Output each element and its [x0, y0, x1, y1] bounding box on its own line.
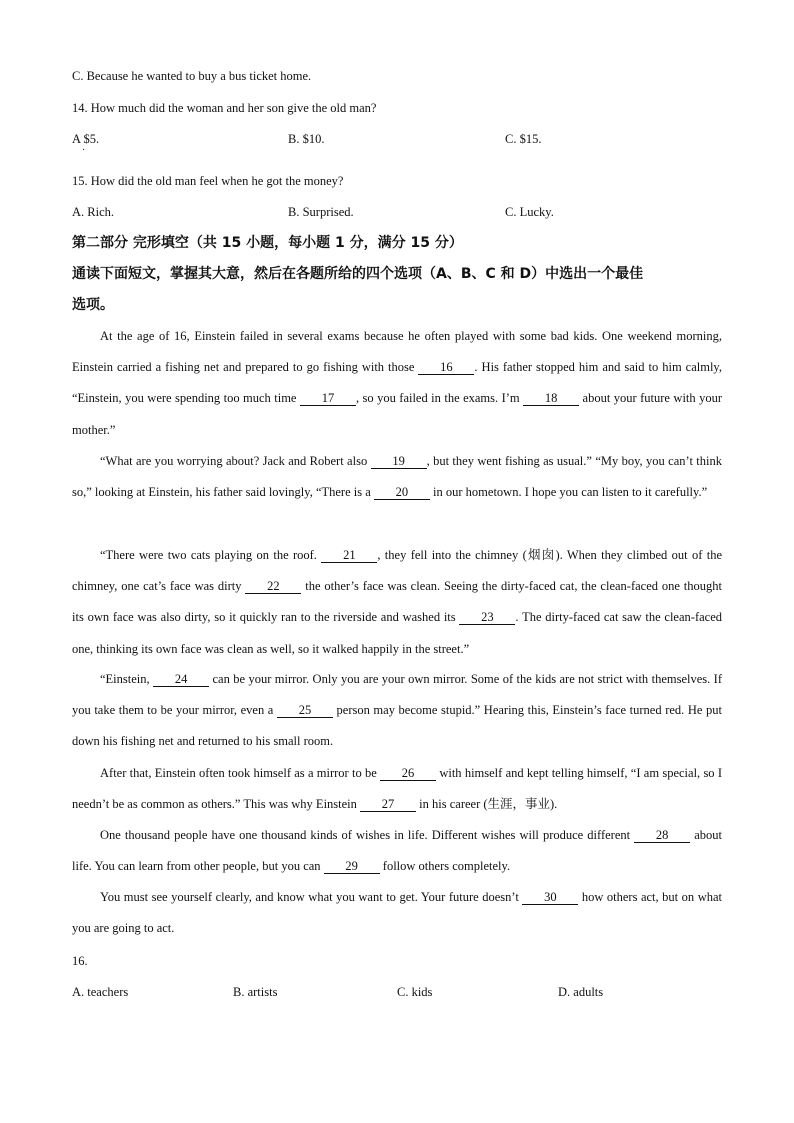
blank-23: 23	[459, 610, 515, 625]
q16-option-c: C. kids	[397, 985, 433, 999]
passage-paragraph-7: You must see yourself clearly, and know what you want to get. Your future doesn’t 30 how others act, but on what you are going to act.	[72, 890, 722, 936]
q16-option-b: B. artists	[233, 985, 278, 999]
passage-paragraph-2: “What are you worrying about? Jack and Robert also 19 , but they went fishing as usual.” “My boy, you can’t think so,” looking at Einstein, his father said lovingly, “There is a 20 in our hometown. I hope you can listen to it carefully.”	[72, 454, 723, 500]
q15-option-c: C. Lucky.	[505, 205, 554, 219]
section-title: 第二部分 完形填空（共 15 小题，每小题 1 分，满分 15 分）	[72, 235, 463, 251]
q14-option-b: B. $10.	[288, 132, 325, 146]
q13-option-c: C. Because he wanted to buy a bus ticket home.	[72, 69, 312, 83]
passage-paragraph-4: “Einstein, 24 can be your mirror. Only you are your own mirror. Some of the kids are not strict with themselves. If you take them to be your mirror, even a 25 person may become stupid.” Hearing this, Einstein’s face turned red. He put down his fishing net and returned to his small room.	[72, 672, 722, 749]
blank-17: 17	[300, 391, 356, 406]
blank-16: 16	[418, 360, 474, 375]
passage-paragraph-3: “There were two cats playing on the roof. 21 , they fell into the chimney (烟囱). When they climbed out of the chimney, one cat’s face was dirty 22 the other’s face was clean. Seeing the dirty-faced cat, the clean-faced one thought its own face was also dirty, so it quickly ran to the riverside and washed its 23 . The dirty-faced cat saw the clean-faced one, thinking its own face was clean as well, so it walked happily in the street.”	[72, 548, 722, 656]
blank-21: 21	[321, 548, 377, 563]
passage-paragraph-5: After that, Einstein often took himself as a mirror to be 26 with himself and kept telling himself, “I am special, so I needn’t be as common as others.” This was why Einstein 27 in his career (生涯，事业).	[72, 766, 722, 812]
q14-option-a: A $5.	[72, 132, 100, 146]
blank-26: 26	[380, 766, 436, 781]
q15-option-b: B. Surprised.	[288, 205, 354, 219]
blank-30: 30	[522, 890, 578, 905]
blank-29: 29	[324, 859, 380, 874]
blank-28: 28	[634, 828, 690, 843]
blank-25: 25	[277, 703, 333, 718]
q16-number: 16.	[72, 954, 88, 968]
passage-paragraph-6: One thousand people have one thousand kinds of wishes in life. Different wishes will produce different 28 about life. You can learn from other people, but you can 29 follow others completely.	[72, 828, 722, 874]
blank-24: 24	[153, 672, 209, 687]
blank-18: 18	[523, 391, 579, 406]
q14-option-c: C. $15.	[505, 132, 542, 146]
q15-option-a: A. Rich.	[72, 205, 115, 219]
q16-option-a: A. teachers	[72, 985, 129, 999]
q15-stem: 15. How did the old man feel when he got the money?	[72, 174, 344, 188]
passage-paragraph-1: At the age of 16, Einstein failed in several exams because he often played with some bad kids. One weekend morning, Einstein carried a fishing net and prepared to go fishing with those 16 . His father stopped him and said to him calmly, “Einstein, you were spending too much time 17 , so you failed in the exams. I’m 18 about your future with your mother.”	[72, 329, 723, 437]
blank-20: 20	[374, 485, 430, 500]
q14-stem: 14. How much did the woman and her son give the old man?	[72, 101, 377, 115]
q16-option-d: D. adults	[558, 985, 604, 999]
section-instruction-cont: 选项。	[72, 297, 114, 313]
stray-dot: ·	[82, 145, 86, 156]
section-instruction: 通读下面短文，掌握其大意，然后在各题所给的四个选项（A、B、C 和 D）中选出一个最佳	[72, 266, 644, 282]
blank-19: 19	[371, 454, 427, 469]
blank-27: 27	[360, 797, 416, 812]
blank-22: 22	[245, 579, 301, 594]
